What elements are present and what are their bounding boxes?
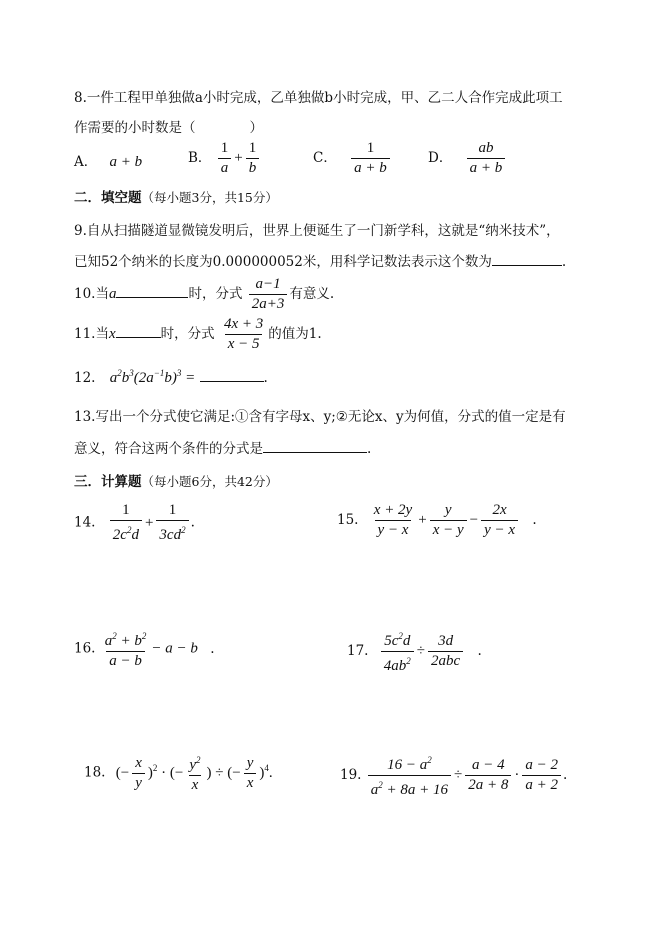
q18: 18. (− $\frac{x}{y}$ )$^2$ · (− $\frac{y^2}{x}$ ) ÷ (− $\frac{y}{x}$ )$^4$. [84, 754, 273, 793]
section-2-heading: 二．填空题（每小题3分，共15分） [74, 190, 278, 206]
q8-option-b: B． $\frac{1}{a}$ + $\frac{1}{b}$ [188, 140, 261, 177]
section-3-heading: 三．计算题（每小题6分，共42分） [74, 474, 278, 490]
q8-option-c: C． $\frac{1}{a + b}$ [313, 140, 392, 177]
q13-answer-blank[interactable] [263, 440, 367, 453]
q9-line1: 9.自从扫描隧道显微镜发明后，世界上便诞生了一门新学科，这就是“纳米技术”， [74, 223, 560, 239]
q11: 11.当x 时，分式 $\frac{4x + 3}{x - 5}$ 的值为1. [74, 316, 322, 352]
q11-answer-blank[interactable] [116, 325, 161, 338]
q19: 19. $\frac{16 - a^2}{a^2 + 8a + 16}$ ÷ $\frac{a - 4}{2a + 8}$ · $\frac{a - 2}{a + 2}$ . [340, 755, 568, 798]
q13-line2: 意义，符合这两个条件的分式是 . [74, 441, 372, 457]
q12: 12. $a^2b^3(2a^{-1}b)^3$ = . [74, 368, 268, 386]
q8-line1: 8.一件工程甲单独做a小时完成，乙单独做b小时完成，甲、乙二人合作完成此项工 [74, 90, 563, 106]
q16: 16. $\frac{a^2 + b^2}{a - b}$ − a − b . [74, 631, 215, 669]
q14: 14. $\frac{1}{2c^2d}$ + $\frac{1}{3cd^2}$ . [74, 502, 195, 543]
q17: 17. $\frac{5c^2d}{4ab^2}$ ÷ $\frac{3d}{\text{2abc}}$ . [347, 631, 482, 674]
q10-answer-blank[interactable] [116, 285, 188, 298]
q13-line1: 13.写出一个分式使它满足:①含有字母x、y;②无论x、y为何值，分式的值一定是有 [74, 409, 566, 425]
q12-answer-blank[interactable] [200, 369, 264, 382]
q8-option-a: A． a + b [74, 154, 143, 170]
q9-answer-blank[interactable] [492, 253, 562, 266]
q10: 10.当a 时，分式 $\frac{a-1}{2a+3}$ 有意义. [74, 276, 335, 312]
q8-option-d: D． $\frac{ab}{a + b}$ [428, 140, 507, 177]
q8-line2: 作需要的小时数是（ ） [74, 120, 263, 136]
q9-line2: 已知52个纳米的长度为0.000000052米，用科学记数法表示这个数为 . [74, 254, 567, 270]
q15: 15. $\frac{x + 2y}{y - x}$ + $\frac{y}{x - y}$ − $\frac{2x}{y - x}$ . [337, 502, 537, 538]
